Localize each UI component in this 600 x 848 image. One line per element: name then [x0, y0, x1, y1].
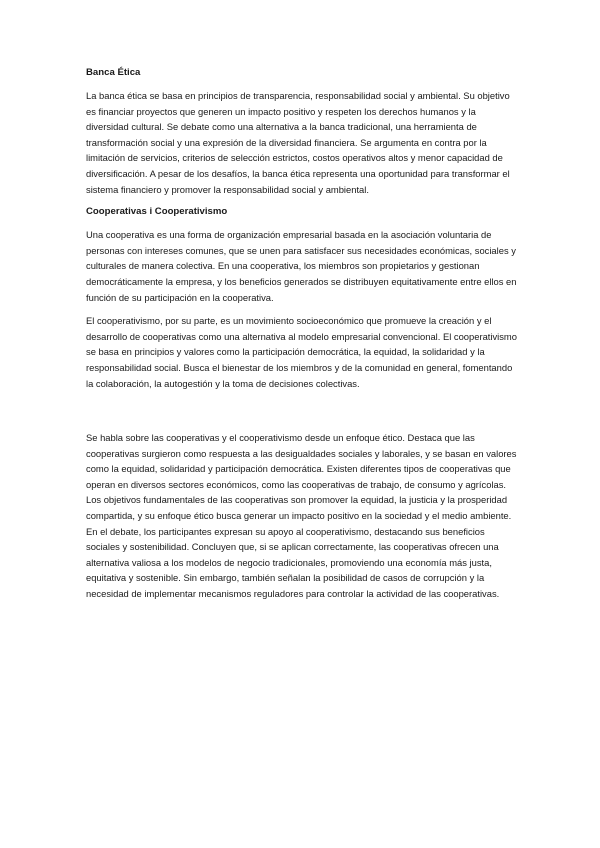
section-heading-banca-etica: Banca Ética: [86, 67, 141, 78]
section-spacer: [86, 399, 518, 430]
paragraph-cooperativismo: El cooperativismo, por su parte, es un movimiento socioeconómico que promueve la creación y el desarrollo de cooperativas como una alternativa al modelo empresarial convencional. El cooperativismo se basa en principios y valores como la participación democrática, la equidad, la solidaridad y la responsabilidad social. Busca el bienestar de los miembros y de la comunidad en general, fomentando la colaboración, la autogestión y la toma de decisiones colectivas.: [86, 315, 517, 389]
document-page: [86, 66, 518, 610]
section-heading-cooperativas: Cooperativas i Cooperativismo: [86, 206, 228, 218]
paragraph-banca-etica: La banca ética se basa en principios de transparencia, responsabilidad social y ambiental. Su objetivo es financiar proyectos que generen un impacto positivo y respeten los derechos humanos y la diversidad cultural. Se debate como una alternativa a la banca tradicional, una herramienta de transformación social y una expresión de la diversidad financiera. Se argumenta en contra por la limitación de servicios, criterios de selección estrictos, costos operativos altos y menor capacidad de diversificación. A pesar de los desafíos, la banca ética representa una oportunidad para transformar el sistema financiero y promover la responsabilidad social y ambiental.: [86, 90, 510, 195]
paragraph-summary: Se habla sobre las cooperativas y el cooperativismo desde un enfoque ético. Destaca que las cooperativas surgieron como respuesta a las desigualdades sociales y laborales, y se basan en valores como la equidad, solidaridad y participación democrática. Existen diferentes tipos de cooperativas que operan en diversos sectores económicos, como las cooperativas de trabajo, de consumo y agrícolas. Los objetivos fundamentales de las cooperativas son promover la equidad, la justicia y la prosperidad compartida, y su enfoque ético busca generar un impacto positivo en la sociedad y el medio ambiente. En el debate, los participantes expresan su apoyo al cooperativismo, destacando sus beneficios sociales y sostenibilidad. Concluyen que, si se aplican correctamente, las cooperativas ofrecen una alternativa valiosa a los modelos de negocio tradicionales, promoviendo una economía más justa, equitativa y sostenible. Sin embargo, también señalan la posibilidad de casos de corrupción y la necesidad de implementar mecanismos reguladores para controlar la actividad de las cooperativas.: [86, 432, 517, 600]
paragraph-cooperativa-definition: Una cooperativa es una forma de organización empresarial basada en la asociación voluntaria de personas con intereses comunes, que se unen para satisfacer sus necesidades económicas, sociales y culturales de manera colectiva. En una cooperativa, los miembros son propietarios y gestionan democráticamente la empresa, y los beneficios generados se distribuyen equitativamente entre ellos en función de su participación en la cooperativa.: [86, 229, 517, 303]
